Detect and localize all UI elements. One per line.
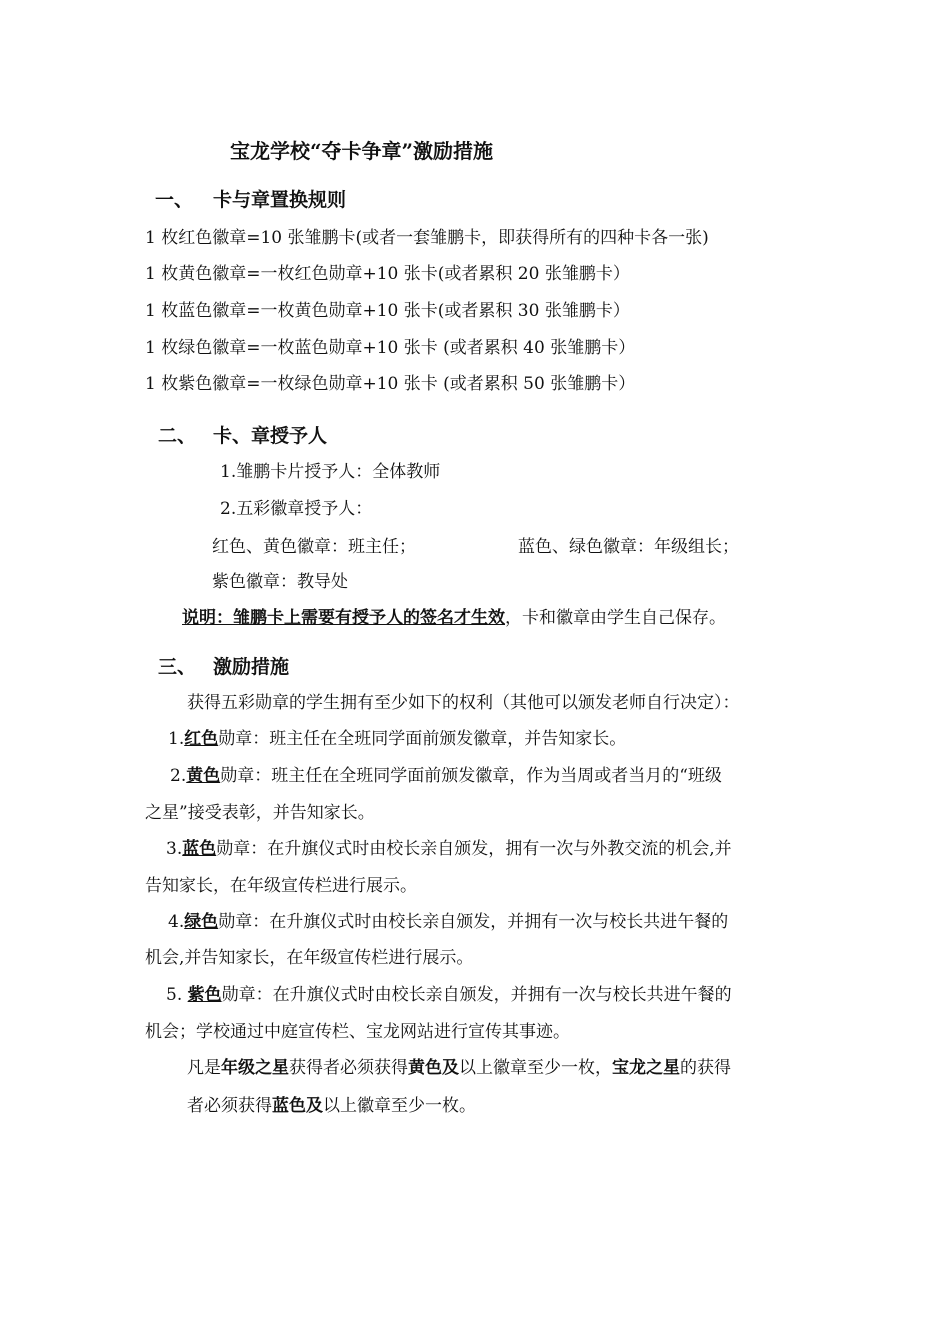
section2-number: 二、	[158, 425, 197, 447]
grantor-badge: 2.五彩徽章授予人：	[220, 499, 373, 519]
section2-heading	[158, 424, 327, 448]
color-blue: 蓝色	[182, 839, 217, 859]
section3-number: 三、	[158, 656, 197, 678]
grantor-blue-green: 蓝色、绿色徽章：年级组长；	[518, 537, 739, 557]
reward-green: 4.绿色勋章：在升旗仪式时由校长亲自颁发，并拥有一次与校长共进午餐的	[168, 912, 729, 932]
rule-green: 1 枚绿色徽章=一枚蓝色勋章+10 张卡 (或者累积 40 张雏鹏卡）	[145, 338, 636, 358]
reward-blue-cont: 告知家长，在年级宣传栏进行展示。	[145, 876, 417, 896]
grade-star: 年级之星	[221, 1058, 289, 1078]
reward-yellow-cont: 之星”接受表彰，并告知家长。	[145, 803, 375, 823]
section1-title: 卡与章置换规则	[213, 189, 347, 211]
section2-title: 卡、章授予人	[213, 425, 328, 447]
baolong-star: 宝龙之星	[612, 1058, 680, 1078]
reward-purple-cont: 机会；学校通过中庭宣传栏、宝龙网站进行宣传其事迹。	[145, 1022, 570, 1042]
section3-intro: 获得五彩勋章的学生拥有至少如下的权利（其他可以颁发老师自行决定）：	[187, 693, 740, 713]
note-rest: ，卡和徽章由学生自己保存。	[505, 608, 726, 628]
rule-blue: 1 枚蓝色徽章=一枚黄色勋章+10 张卡(或者累积 30 张雏鹏卡）	[145, 301, 630, 321]
grantor-red-yellow: 红色、黄色徽章：班主任；	[212, 537, 416, 557]
reward-red: 1.红色勋章：班主任在全班同学面前颁发徽章，并告知家长。	[168, 729, 627, 749]
section1-heading	[155, 188, 346, 212]
rule-yellow: 1 枚黄色徽章=一枚红色勋章+10 张卡(或者累积 20 张雏鹏卡）	[145, 264, 630, 284]
color-green: 绿色	[184, 912, 219, 932]
color-red: 红色	[184, 729, 219, 749]
section3-heading	[158, 655, 289, 679]
grantor-purple: 紫色徽章：教导处	[212, 572, 348, 592]
color-purple: 紫色	[187, 985, 222, 1005]
reward-yellow: 2.黄色勋章：班主任在全班同学面前颁发徽章，作为当周或者当月的“班级	[170, 766, 722, 786]
closing-line1: 凡是年级之星获得者必须获得黄色及以上徽章至少一枚，宝龙之星的获得	[187, 1058, 731, 1078]
grantor-card: 1.雏鹏卡片授予人：全体教师	[220, 462, 441, 482]
note-emphasis: 说明：雏鹏卡上需要有授予人的签名才生效	[182, 608, 505, 628]
document-title: 宝龙学校“夺卡争章”激励措施	[230, 139, 494, 163]
reward-blue: 3.蓝色勋章：在升旗仪式时由校长亲自颁发，拥有一次与外教交流的机会,并	[166, 839, 732, 859]
section3-title: 激励措施	[213, 656, 290, 678]
color-yellow: 黄色	[186, 766, 221, 786]
reward-purple: 5. 紫色勋章：在升旗仪式时由校长亲自颁发，并拥有一次与校长共进午餐的	[166, 985, 732, 1005]
section1-number: 一、	[155, 189, 194, 211]
closing-line2: 者必须获得蓝色及以上徽章至少一枚。	[187, 1096, 476, 1116]
section2-note	[182, 606, 726, 630]
rule-red: 1 枚红色徽章=10 张雏鹏卡(或者一套雏鹏卡，即获得所有的四种卡各一张)	[145, 228, 709, 248]
reward-green-cont: 机会,并告知家长，在年级宣传栏进行展示。	[145, 948, 474, 968]
rule-purple: 1 枚紫色徽章=一枚绿色勋章+10 张卡 (或者累积 50 张雏鹏卡）	[145, 374, 636, 394]
